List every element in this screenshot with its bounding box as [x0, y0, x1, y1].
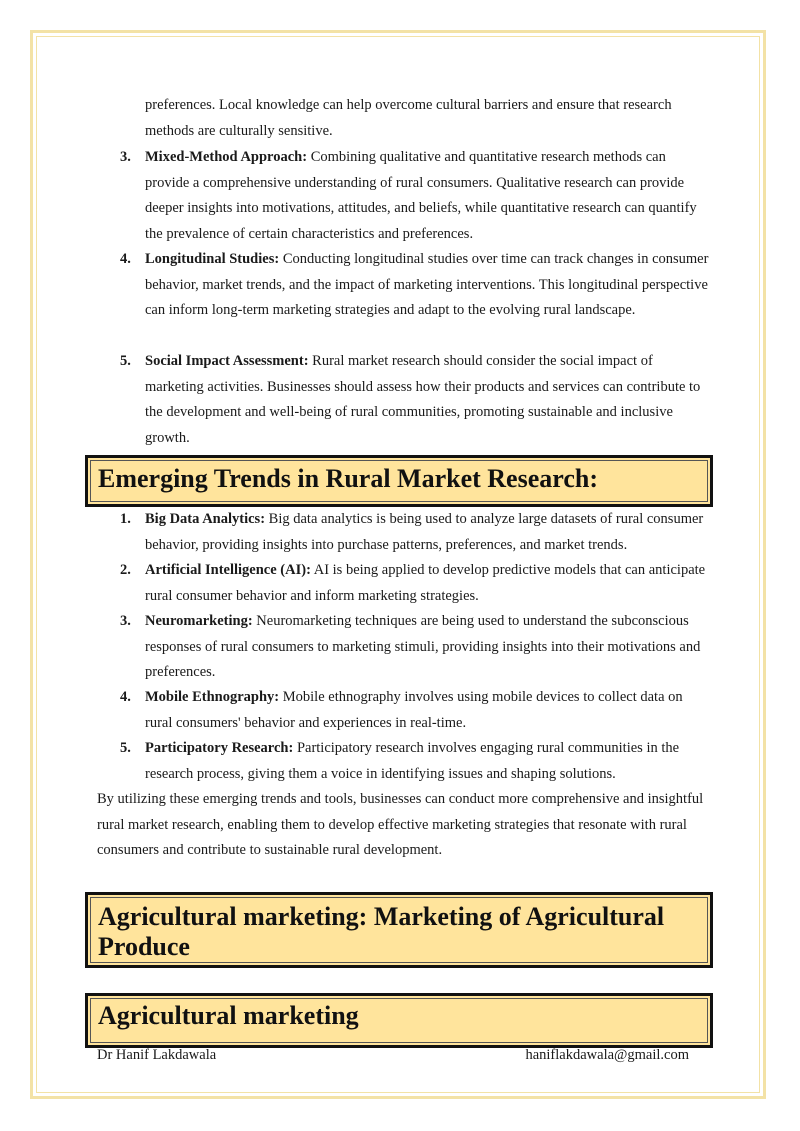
- list-item-lead: Mixed-Method Approach:: [145, 149, 308, 165]
- list-number: 4.: [120, 689, 131, 705]
- section-heading-agricultural-produce: [85, 892, 713, 968]
- list-item-text: Neuromarketing techniques are being used to understand the subconscious responses of rural consumers to marketing stimuli, providing insights into their motivations and preferences.: [145, 613, 701, 681]
- list-item-lead: Social Impact Assessment:: [145, 353, 309, 369]
- list-number: 3.: [120, 613, 131, 629]
- list-item-longitudinal: [120, 247, 710, 324]
- list-number: 2.: [120, 562, 131, 578]
- list-item-text: Combining qualitative and quantitative research methods can provide a comprehensive understanding of rural consumers. Qualitative research can provide deeper insights into motivations, attitudes, and beliefs, while quantitative research can quantify the prevalence of certain characteristics and preferences.: [145, 149, 697, 242]
- list-item-lead: Big Data Analytics:: [145, 511, 266, 527]
- page-footer: [97, 1047, 689, 1064]
- conclusion-paragraph: By utilizing these emerging trends and tools, businesses can conduct more comprehensive and insightful rural market research, enabling them to develop effective marketing strategies that resonate with rural consumers and contribute to sustainable rural development.: [97, 791, 704, 859]
- section-heading-emerging-trends: [85, 455, 713, 507]
- list-item-ai: [120, 558, 710, 609]
- list-number: 3.: [120, 149, 131, 165]
- list-item-participatory: [120, 736, 710, 787]
- footer-author: Dr Hanif Lakdawala: [97, 1047, 217, 1063]
- list-number: 4.: [120, 251, 131, 267]
- section-heading-agricultural-marketing: [85, 993, 713, 1048]
- footer-email: haniflakdawala@gmail.com: [525, 1047, 689, 1063]
- list-item-lead: Participatory Research:: [145, 740, 294, 756]
- list-number: 5.: [120, 740, 131, 756]
- list-item-text: Mobile ethnography involves using mobile devices to collect data on rural consumers' behavior and experiences in real-time.: [145, 689, 683, 731]
- section-title: Agricultural marketing: Marketing of Agricultural Produce: [98, 902, 665, 961]
- list-item-text: Participatory research involves engaging rural communities in the research process, giving them a voice in identifying issues and shaping solutions.: [145, 740, 680, 782]
- list-item-lead: Neuromarketing:: [145, 613, 253, 629]
- list-item-mixed-method: [120, 145, 710, 247]
- list-item-text: Conducting longitudinal studies over time can track changes in consumer behavior, market trends, and the impact of marketing interventions. This longitudinal perspective can inform long-term marketing strategies and adapt to the evolving rural landscape.: [145, 251, 709, 319]
- intro-continuation: preferences. Local knowledge can help overcome cultural barriers and ensure that research methods are culturally sensitive.: [145, 97, 672, 139]
- list-item-neuromarketing: [120, 609, 710, 686]
- list-item-lead: Mobile Ethnography:: [145, 689, 280, 705]
- section-title: Emerging Trends in Rural Market Research:: [98, 464, 598, 493]
- section-title: Agricultural marketing: [98, 1001, 359, 1030]
- list-item-lead: Longitudinal Studies:: [145, 251, 280, 267]
- list-number: 5.: [120, 353, 131, 369]
- list-item-social-impact: [120, 349, 710, 451]
- list-item-text: Rural market research should consider the social impact of marketing activities. Businesses should assess how their products and services can contribute to the development and well-being of rural communities, promoting sustainable and inclusive growth.: [145, 353, 701, 446]
- list-item-lead: Artificial Intelligence (AI):: [145, 562, 311, 578]
- list-item-mobile-ethnography: [120, 685, 710, 736]
- list-item-big-data: [120, 507, 710, 558]
- list-number: 1.: [120, 511, 131, 527]
- list-item-text: Big data analytics is being used to analyze large datasets of rural consumer behavior, providing insights into purchase patterns, preferences, and market trends.: [145, 511, 704, 553]
- list-item-text: AI is being applied to develop predictive models that can anticipate rural consumer behavior and inform marketing strategies.: [145, 562, 706, 604]
